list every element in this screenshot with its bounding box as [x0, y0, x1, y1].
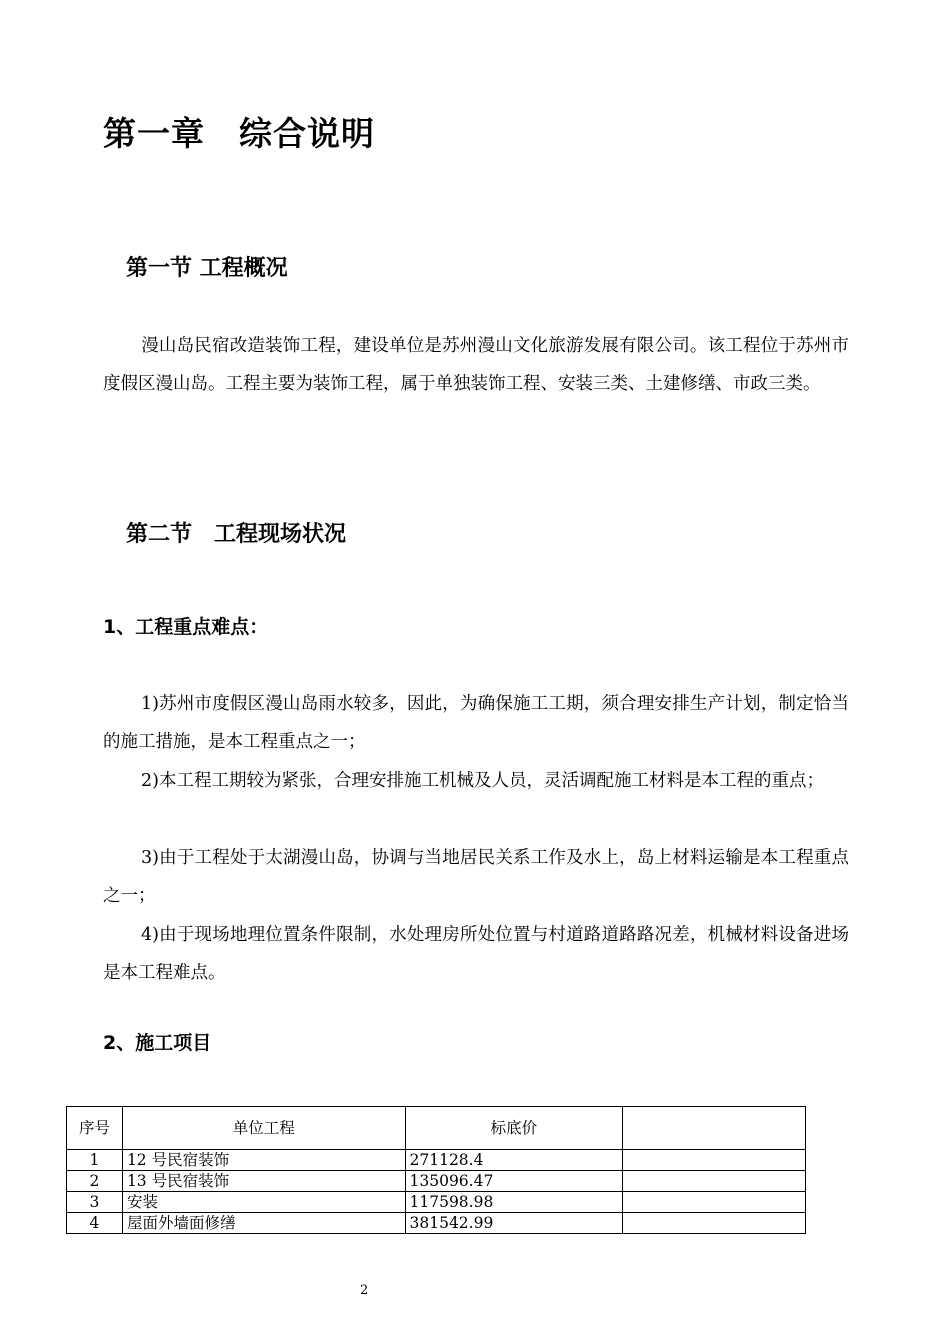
table-row: [67, 1213, 806, 1234]
cell-index: 2: [67, 1171, 123, 1192]
difficulty-text: 4)由于现场地理位置条件限制，水处理房所处位置与村道路道路路况差，机械材料设备进场是本工程难点。: [103, 925, 849, 983]
table-header-row: [67, 1107, 806, 1150]
cell-unit-project: 12 号民宿装饰: [122, 1150, 405, 1171]
table-row: [67, 1150, 806, 1171]
subsection-heading-difficulties: 1、工程重点难点：: [103, 616, 269, 638]
cell-blank: [623, 1150, 806, 1171]
chapter-heading: [103, 108, 375, 155]
difficulty-item: [103, 762, 849, 800]
section2-title: 工程现场状况: [214, 522, 347, 547]
cell-unit-project: 安装: [122, 1192, 405, 1213]
difficulty-item: [103, 839, 849, 915]
cell-unit-project: 屋面外墙面修缮: [122, 1213, 405, 1234]
difficulty-item: [103, 916, 849, 992]
cell-blank: [623, 1171, 806, 1192]
table-row: [67, 1171, 806, 1192]
page-number: 2: [360, 1283, 369, 1298]
difficulty-text: 2)本工程工期较为紧张，合理安排施工机械及人员，灵活调配施工材料是本工程的重点；: [141, 771, 824, 791]
cell-index: 3: [67, 1192, 123, 1213]
difficulty-text: 3)由于工程处于太湖漫山岛，协调与当地居民关系工作及水上，岛上材料运输是本工程重点之一；: [103, 848, 849, 906]
table-row: [67, 1192, 806, 1213]
cell-base-price: 135096.47: [405, 1171, 623, 1192]
section2-number: 第二节: [126, 522, 193, 547]
difficulty-text: 1)苏州市度假区漫山岛雨水较多，因此，为确保施工工期，须合理安排生产计划，制定恰当的施工措施，是本工程重点之一；: [103, 694, 849, 752]
projects-table: [66, 1106, 806, 1234]
intro-text: 漫山岛民宿改造装饰工程，建设单位是苏州漫山文化旅游发展有限公司。该工程位于苏州市度假区漫山岛。工程主要为装饰工程，属于单独装饰工程、安装三类、土建修缮、市政三类。: [103, 336, 849, 394]
section-heading-overview: 第一节 工程概况: [126, 256, 288, 281]
header-index: 序号: [67, 1107, 123, 1150]
chapter-number: 第一章: [103, 114, 205, 153]
cell-blank: [623, 1192, 806, 1213]
cell-unit-project: 13 号民宿装饰: [122, 1171, 405, 1192]
cell-base-price: 271128.4: [405, 1150, 623, 1171]
cell-index: 4: [67, 1213, 123, 1234]
cell-base-price: 117598.98: [405, 1192, 623, 1213]
subsection-heading-projects: 2、施工项目: [103, 1032, 212, 1054]
cell-base-price: 381542.99: [405, 1213, 623, 1234]
difficulty-item: [103, 685, 849, 761]
chapter-title: 综合说明: [239, 114, 375, 153]
section-heading-site: [126, 517, 346, 548]
header-unit-project: 单位工程: [122, 1107, 405, 1150]
cell-blank: [623, 1213, 806, 1234]
intro-paragraph: [103, 327, 849, 403]
header-blank: [623, 1107, 806, 1150]
cell-index: 1: [67, 1150, 123, 1171]
header-base-price: 标底价: [405, 1107, 623, 1150]
